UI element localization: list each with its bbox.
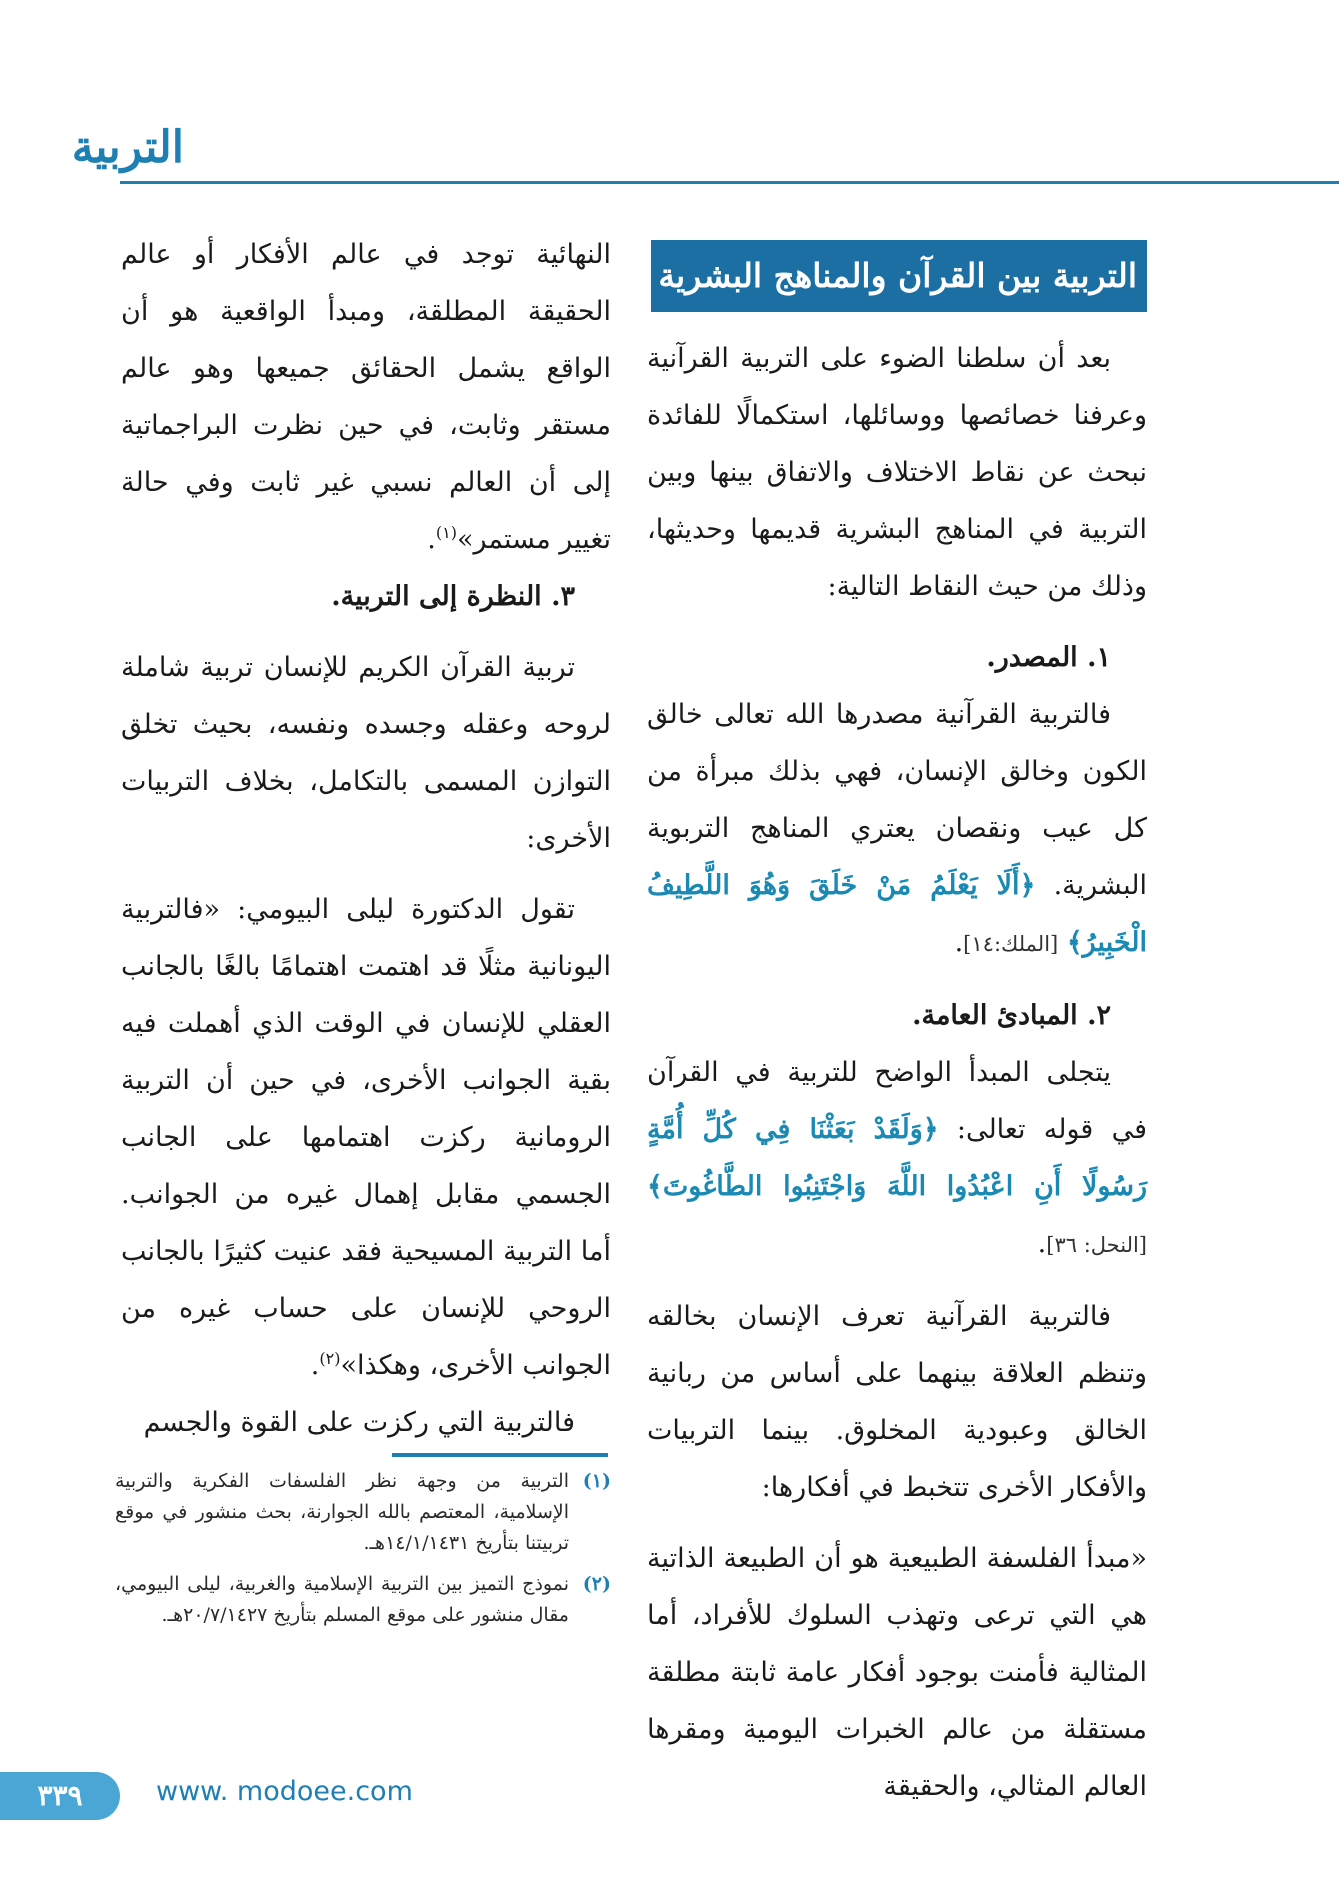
left-para1: النهائية توجد في عالم الأفكار أو عالم الحقيقة المطلقة، ومبدأ الواقعية هو أن الواقع يشمل الحقائق جميعها وهو عالم مستقر وثابت، في حين نظرت البراجماتية إلى أن العالم نسبي غير ثابت وفي حالة تغيير مستمر»$^{(١)}$. <box>121 239 611 555</box>
point3-title: ٣. النظرة إلى التربية. <box>331 581 575 612</box>
point1-title: ١. المصدر. <box>986 642 1111 673</box>
verse-nahl-ref: [النحل: ٣٦] <box>1046 1233 1147 1257</box>
point2-text: يتجلى المبدأ الواضح للتربية في القرآن في قوله تعالى: <box>647 1057 1147 1145</box>
left-para4: فالتربية التي ركزت على القوة والجسم <box>143 1407 575 1438</box>
para4: «مبدأ الفلسفة الطبيعية هو أن الطبيعة الذاتية هي التي ترعى وتهذب السلوك للأفراد، أما المثالية فأمنت بوجود أفكار عامة ثابتة مطلقة مستقلة من عالم الخبرات اليومية ومقرها العالم المثالي، والحقيقة <box>647 1543 1147 1802</box>
point1-paragraph: فالتربية القرآنية مصدرها الله تعالى خالق الكون وخالق الإنسان، فهي بذلك مبرأة من كل عيب ونقصان يعتري المناهج التربوية البشرية. ﴿أَلَا يَعْلَمُ مَنْ خَلَقَ وَهُوَ اللَّطِيفُ الْخَبِيرُ﴾ [الملك:١٤]. <box>647 699 1147 958</box>
footnotes <box>115 1466 611 1641</box>
left-para2: تربية القرآن الكريم للإنسان تربية شاملة لروحه وعقله وجسده ونفسه، بحيث تخلق التوازن المسمى بالتكامل، بخلاف التربيات الأخرى: <box>121 652 611 854</box>
footnote-1 <box>115 1466 611 1559</box>
header-rule <box>120 181 1339 184</box>
site-url-link[interactable]: www. modoee.com <box>156 1776 413 1807</box>
verse-nahl: ﴿وَلَقَدْ بَعَثْنَا فِي كُلِّ أُمَّةٍ رَسُولًا أَنِ اعْبُدُوا اللَّهَ وَاجْتَنِبُوا الطَّاغُوتَ﴾ <box>647 1114 1147 1202</box>
footnote-1-number: (١) <box>582 1470 611 1492</box>
right-column <box>647 226 1147 1815</box>
page-number: ٣٣٩ <box>0 1772 120 1820</box>
point2-paragraph: يتجلى المبدأ الواضح للتربية في القرآن في قوله تعالى: ﴿وَلَقَدْ بَعَثْنَا فِي كُلِّ أُمَّةٍ رَسُولًا أَنِ اعْبُدُوا اللَّهَ وَاجْتَنِبُوا الطَّاغُوتَ﴾ [النحل: ٣٦]. <box>647 1057 1147 1259</box>
para3: فالتربية القرآنية تعرف الإنسان بخالقه وتنظم العلاقة بينهما على أساس من ربانية الخالق وعبودية المخلوق. بينما التربيات والأفكار الأخرى تتخبط في أفكارها: <box>647 1301 1147 1503</box>
footnote-marker-1[interactable]: (١) <box>435 523 457 542</box>
left-para1-text: النهائية توجد في عالم الأفكار أو عالم الحقيقة المطلقة، ومبدأ الواقعية هو أن الواقع يشمل الحقائق جميعها وهو عالم مستقر وثابت، في حين نظرت البراجماتية إلى أن العالم نسبي غير ثابت وفي حالة تغيير مستمر» <box>121 239 611 555</box>
footnote-1-text: التربية من وجهة نظر الفلسفات الفكرية والتربية الإسلامية، المعتصم بالله الجوارنة، بحث منشور في موقع تربيتنا بتأريخ ١٤/١/١٤٣١هـ. <box>115 1470 569 1554</box>
footnote-2-number: (٢) <box>582 1573 611 1595</box>
left-column <box>121 226 611 1451</box>
intro-paragraph: بعد أن سلطنا الضوء على التربية القرآنية وعرفنا خصائصها ووسائلها، استكمالًا للفائدة نبحث عن نقاط الاختلاف والاتفاق بينها وبين التربية في المناهج البشرية قديمها وحديثها، وذلك من حيث النقاط التالية: <box>647 343 1147 602</box>
footnote-2 <box>115 1569 611 1631</box>
footnote-marker-2[interactable]: (٢) <box>319 1349 341 1368</box>
point1-text: فالتربية القرآنية مصدرها الله تعالى خالق الكون وخالق الإنسان، فهي بذلك مبرأة من كل عيب ونقصان يعتري المناهج التربوية البشرية. <box>647 699 1147 901</box>
left-para3: تقول الدكتورة ليلى البيومي: «فالتربية اليونانية مثلًا قد اهتمت اهتمامًا بالغًا بالجانب العقلي للإنسان في الوقت الذي أهملت فيه بقية الجوانب الأخرى، في حين أن التربية الرومانية ركزت اهتمامها على الجانب الجسمي مقابل إهمال غيره من الجوانب. أما التربية المسيحية فقد عنيت كثيرًا بالجانب الروحي للإنسان على حساب غيره من الجوانب الأخرى، وهكذا»$^{(٢)}$. <box>121 894 611 1381</box>
point2-title: ٢. المبادئ العامة. <box>912 1000 1111 1031</box>
footnote-2-text: نموذج التميز بين التربية الإسلامية والغربية، ليلى البيومي، مقال منشور على موقع المسلم بتأريخ ٢٠/٧/١٤٢٧هـ. <box>115 1573 569 1626</box>
section-heading: التربية بين القرآن والمناهج البشرية <box>651 240 1147 312</box>
left-para3-text: تقول الدكتورة ليلى البيومي: «فالتربية اليونانية مثلًا قد اهتمت اهتمامًا بالغًا بالجانب العقلي للإنسان في الوقت الذي أهملت فيه بقية الجوانب الأخرى، في حين أن التربية الرومانية ركزت اهتمامها على الجانب الجسمي مقابل إهمال غيره من الجوانب. أما التربية المسيحية فقد عنيت كثيرًا بالجانب الروحي للإنسان على حساب غيره من الجوانب الأخرى، وهكذا» <box>121 894 611 1381</box>
verse-mulk: ﴿أَلَا يَعْلَمُ مَنْ خَلَقَ وَهُوَ اللَّطِيفُ الْخَبِيرُ﴾ <box>647 870 1147 958</box>
header-title: التربية <box>71 122 184 173</box>
footnote-rule <box>392 1453 608 1457</box>
verse-mulk-ref: [الملك:١٤] <box>963 932 1059 956</box>
